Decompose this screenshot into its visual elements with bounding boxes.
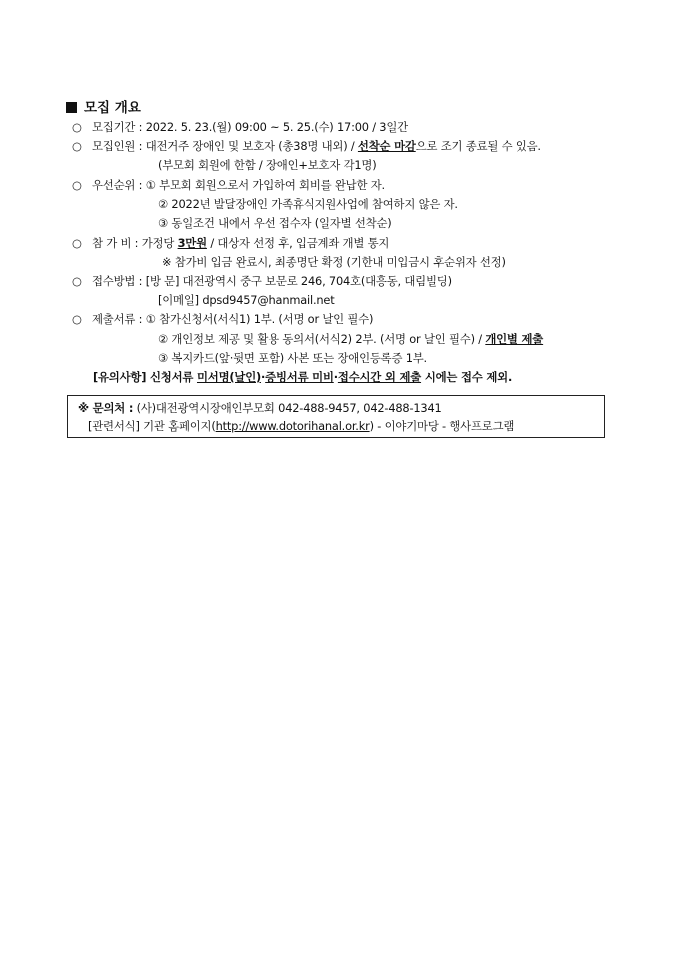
caution-row — [93, 369, 512, 385]
caution-emphasis-2: 증빙서류 미비 — [265, 370, 334, 384]
contact-box — [67, 395, 605, 438]
forms-tail: ) - 이야기마당 - 행사프로그램 — [369, 419, 515, 433]
circle-bullet-icon: ○ — [72, 236, 82, 250]
circle-bullet-icon: ○ — [72, 274, 82, 288]
method-label: 접수방법 : — [92, 274, 143, 288]
method-email: [이메일] dpsd9457@hanmail.net — [158, 293, 335, 307]
contact-row — [78, 400, 442, 416]
people-note: (부모회 회원에 한함 / 장애인+보호자 각1명) — [158, 158, 377, 172]
people-text: 대전거주 장애인 및 보호자 (총38명 내외) / — [145, 139, 355, 153]
forms-row — [88, 418, 514, 434]
priority-item-3: ③ 동일조건 내에서 우선 접수자 (일자별 선착순) — [158, 216, 392, 230]
caution-dot-2: · — [333, 370, 338, 384]
period-value: 2022. 5. 23.(월) 09:00 ~ 5. 25.(수) 17:00 — [145, 120, 369, 134]
docs-row — [72, 311, 373, 327]
homepage-link[interactable]: http://www.dotorihanal.or.kr — [215, 419, 370, 433]
section-title-text: 모집 개요 — [84, 100, 141, 116]
contact-value: (사)대전광역시장애인부모회 042-488-9457, 042-488-1341 — [136, 401, 442, 415]
fee-row — [72, 235, 389, 251]
period-suffix: / 3일간 — [372, 120, 408, 134]
caution-emphasis-3: 접수시간 외 제출 — [337, 370, 422, 384]
priority-item-1: ① 부모회 회원으로서 가입하여 회비를 완납한 자. — [145, 178, 385, 192]
docs-label: 제출서류 : — [92, 312, 143, 326]
people-row — [72, 138, 541, 154]
caution-emphasis-1: 미서명(날인) — [196, 370, 262, 384]
period-label: 모집기간 : — [92, 120, 143, 134]
priority-row — [72, 177, 385, 193]
fee-label: 참 가 비 : — [92, 236, 139, 250]
circle-bullet-icon: ○ — [72, 120, 82, 134]
priority-label: 우선순위 : — [92, 178, 143, 192]
docs-item-2-emphasis: 개인별 제출 — [485, 332, 544, 346]
people-label: 모집인원 : — [92, 139, 143, 153]
section-title — [66, 96, 141, 116]
docs-item-3: ③ 복지카드(앞·뒷면 포함) 사본 또는 장애인등록증 1부. — [158, 351, 427, 365]
circle-bullet-icon: ○ — [72, 178, 82, 192]
people-text-tail: 으로 조기 종료될 수 있음. — [415, 139, 541, 153]
caution-dot-1: · — [261, 370, 266, 384]
circle-bullet-icon: ○ — [72, 139, 82, 153]
caution-text: 신청서류 — [150, 370, 194, 384]
forms-label: [관련서식] 기관 홈페이지( — [88, 419, 216, 433]
people-emphasis: 선착순 마감 — [357, 139, 416, 153]
docs-item-2-row — [158, 331, 543, 347]
caution-tail: 시에는 접수 제외. — [424, 370, 513, 384]
section-square-bullet — [66, 102, 77, 113]
docs-item-1: ① 참가신청서(서식1) 1부. (서명 or 날인 필수) — [145, 312, 374, 326]
fee-text: 가정당 — [141, 236, 175, 250]
period-row — [72, 119, 408, 135]
contact-label: ※ 문의처 : — [78, 401, 134, 415]
fee-text-tail: / 대상자 선정 후, 입금계좌 개별 통지 — [210, 236, 390, 250]
priority-item-2: ② 2022년 발달장애인 가족휴식지원사업에 참여하지 않은 자. — [158, 197, 458, 211]
method-row — [72, 273, 452, 289]
method-visit: [방 문] 대전광역시 중구 보문로 246, 704호(대흥동, 대림빌딩) — [145, 274, 452, 288]
fee-note: ※ 참가비 입금 완료시, 최종명단 확정 (기한내 미입금시 후순위자 선정) — [162, 255, 506, 269]
fee-amount: 3만원 — [177, 236, 207, 250]
caution-label: [유의사항] — [93, 370, 147, 384]
docs-item-2: ② 개인정보 제공 및 활용 동의서(서식2) 2부. (서명 or 날인 필수) / — [158, 332, 482, 346]
circle-bullet-icon: ○ — [72, 312, 82, 326]
